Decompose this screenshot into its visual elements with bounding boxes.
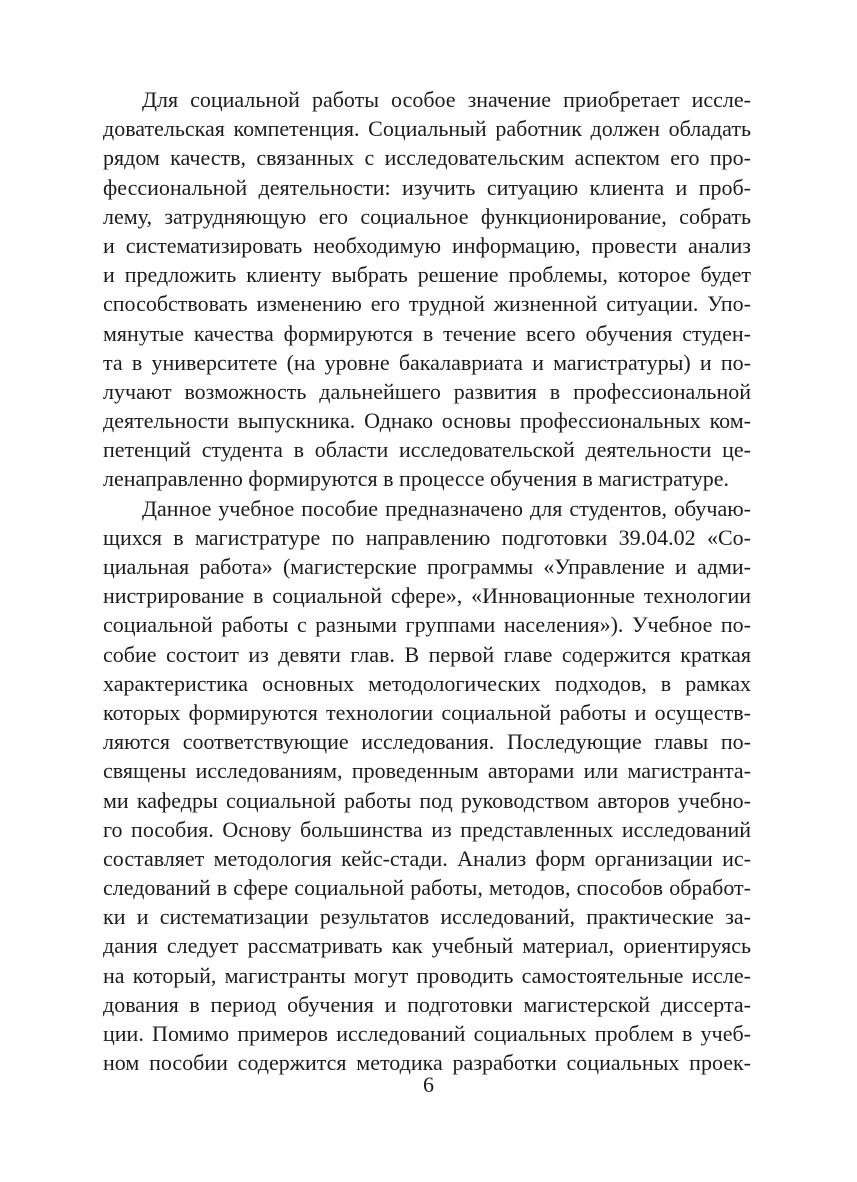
text-line: циальная работа» (магистерские программы «Управление и адми- xyxy=(103,554,751,579)
paragraph-2 xyxy=(103,494,751,1078)
text-line: собие состоит из девяти глав. В первой главе содержится краткая xyxy=(103,641,751,667)
text-line: та в университете (на уровне бакалавриата и магистратуры) и по- xyxy=(103,349,751,375)
text-line: го пособия. Основу большинства из представленных исследований xyxy=(103,816,751,842)
text-line: ми кафедры социальной работы под руководством авторов учебно- xyxy=(103,787,751,813)
text-line: рядом качеств, связанных с исследовательским аспектом его про- xyxy=(103,145,751,171)
text-line: ленаправленно формируются в процессе обучения в магистратуре. xyxy=(103,466,729,492)
text-line: и систематизировать необходимую информацию, провести анализ xyxy=(103,232,751,258)
text-line: петенций студента в области исследовательской деятельности це- xyxy=(103,437,751,463)
text-line: ляются соответствующие исследования. Последующие главы по- xyxy=(103,729,751,755)
text-line: лучают возможность дальнейшего развития в профессиональной xyxy=(103,378,751,404)
page-body xyxy=(103,85,751,1077)
text-line: лему, затрудняющую его социальное функционирование, собрать xyxy=(103,203,751,229)
paragraph-1 xyxy=(103,85,751,494)
text-line: фессиональной деятельности: изучить ситуацию клиента и проб- xyxy=(103,174,751,200)
text-line: ки и систематизации результатов исследований, практические за- xyxy=(103,904,751,930)
text-line: дования в период обучения и подготовки магистерской диссерта- xyxy=(103,991,751,1017)
text-line: Для социальной работы особое значение приобретает иссле- xyxy=(142,87,751,112)
text-line: довательская компетенция. Социальный работник должен обладать xyxy=(103,116,751,142)
text-line: деятельности выпускника. Однако основы профессиональных ком- xyxy=(103,408,751,434)
text-line: ном пособии содержится методика разработки социальных проек- xyxy=(103,1050,751,1076)
text-line: священы исследованиям, проведенным авторами или магистранта- xyxy=(103,758,751,784)
text-line: нистрирование в социальной сфере», «Инновационные технологии xyxy=(103,583,751,609)
text-line: характеристика основных методологических подходов, в рамках xyxy=(103,670,751,696)
text-line: и предложить клиенту выбрать решение проблемы, которое будет xyxy=(103,262,751,288)
text-line: способствовать изменению его трудной жизненной ситуации. Упо- xyxy=(103,291,751,317)
text-line: ции. Помимо примеров исследований социальных проблем в учеб- xyxy=(103,1021,751,1046)
text-line: дания следует рассматривать как учебный материал, ориентируясь xyxy=(103,933,751,959)
text-line: следований в сфере социальной работы, методов, способов обработ- xyxy=(103,875,751,901)
text-line: на который, магистранты могут проводить самостоятельные иссле- xyxy=(103,962,751,988)
text-line: которых формируются технологии социальной работы и осуществ- xyxy=(103,699,751,725)
text-line: Данное учебное пособие предназначено для студентов, обучаю- xyxy=(142,495,751,521)
text-line: мянутые качества формируются в течение всего обучения студен- xyxy=(103,320,751,346)
text-line: щихся в магистратуре по направлению подготовки 39.04.02 «Со- xyxy=(103,524,751,550)
text-line: составляет методология кейс-стади. Анализ форм организации ис- xyxy=(103,845,751,871)
text-line: социальной работы с разными группами населения»). Учебное по- xyxy=(103,612,751,638)
page-number: 6 xyxy=(423,1072,434,1097)
